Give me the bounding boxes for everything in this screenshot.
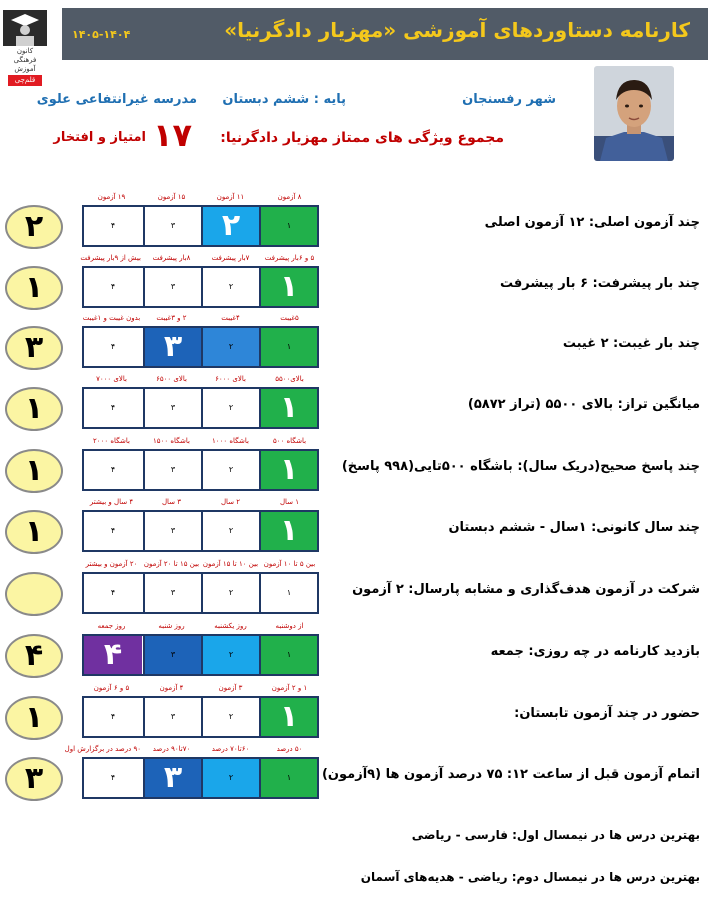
level-cell: ۳: [143, 512, 201, 550]
level-cell: ۲: [201, 451, 259, 489]
level-label: بین ۱۰ تا ۱۵ آزمون: [202, 560, 259, 568]
features-count: ۱۷: [153, 116, 193, 154]
graduate-icon: [3, 10, 47, 46]
level-cell: ۴: [84, 636, 142, 674]
score-circle: ۱: [5, 449, 63, 493]
level-cell: ۳: [143, 207, 201, 245]
level-cell: ۱: [259, 759, 317, 797]
level-labels: [82, 437, 320, 447]
level-cell: ۴: [110, 403, 116, 412]
level-label: ۹۰ درصد در برگزارش اول: [64, 745, 141, 753]
level-labels: [82, 254, 320, 264]
level-label: ۱ و ۲ آزمون: [271, 684, 308, 692]
level-cell: ۳: [143, 451, 201, 489]
logo-text-1: کانون: [16, 47, 34, 55]
question-text: اتمام آزمون قبل از ساعت ۱۲: ۷۵ درصد آزمون ها (۹آزمون): [321, 767, 700, 782]
level-label: روز یکشنبه: [214, 622, 247, 630]
level-label: ۲ سال: [220, 498, 241, 506]
question-text: بازدید کارنامه در چه روزی: جمعه: [490, 644, 700, 659]
question-text: چند بار غیبت: ۲ غیبت: [562, 336, 700, 351]
level-cell: ۲: [201, 574, 259, 612]
level-cell: ۳: [143, 328, 201, 366]
question-text: میانگین تراز: بالای ۵۵۰۰ (تراز ۵۸۷۲): [467, 397, 700, 412]
level-labels: [82, 622, 320, 632]
level-labels: [82, 193, 320, 203]
level-cell: ۲: [201, 207, 259, 245]
level-cell: ۴: [110, 342, 116, 351]
level-cell: ۱: [259, 328, 317, 366]
academic-years: ۱۴۰۵-۱۴۰۴: [72, 28, 131, 41]
level-cell: ۲: [201, 389, 259, 427]
level-labels: [82, 314, 320, 324]
level-label: ۱۱ آزمون: [216, 193, 245, 201]
features-unit: امتیاز و افتخار: [53, 130, 146, 145]
level-grid: [82, 387, 319, 429]
level-cell: ۳: [143, 574, 201, 612]
question-text: حضور در چند آزمون تابستان:: [514, 706, 700, 721]
level-cell: ۳: [143, 698, 201, 736]
features-label: مجموع ویژگی های ممتاز مهزیار دادگرنیا:: [220, 130, 504, 146]
level-label: بیش از ۹بار پیشرفت: [80, 254, 141, 262]
level-grid: [82, 572, 319, 614]
school-label: مدرسه غیرانتفاعی علوی: [36, 92, 197, 107]
level-label: بالای ۷۰۰۰: [96, 375, 127, 383]
score-circle: ۴: [5, 634, 63, 678]
level-cell: ۴: [110, 526, 116, 535]
level-cell: ۲: [201, 268, 259, 306]
level-label: باشگاه ۱۰۰۰: [212, 437, 249, 445]
question-text: چند آزمون اصلی: ۱۲ آزمون اصلی: [484, 215, 700, 230]
question-text: چند پاسخ صحیح(دریک سال): باشگاه ۵۰۰تایی(۹۹۸ پاسخ): [341, 459, 700, 474]
best-subjects-semester-1: بهترین درس ها در نیمسال اول: فارسی - ریاضی: [411, 828, 700, 842]
student-photo: [594, 66, 674, 161]
level-label: ۱۹ آزمون: [97, 193, 126, 201]
level-cell: ۱: [259, 574, 317, 612]
score-circle: ۱: [5, 266, 63, 310]
level-cell: ۴: [110, 773, 116, 782]
question-text: چند سال کانونی: ۱سال - ششم دبستان: [448, 520, 700, 535]
level-labels: [82, 498, 320, 508]
level-labels: [64, 745, 320, 755]
level-label: بالای ۶۰۰۰: [215, 375, 246, 383]
level-label: ۸بار پیشرفت: [152, 254, 191, 262]
level-grid: [82, 696, 319, 738]
score-circle: ۱: [5, 510, 63, 554]
level-label: ۶۰تا۷۰ درصد: [211, 745, 250, 753]
level-label: ۳ آزمون: [218, 684, 243, 692]
level-cell: ۲: [201, 636, 259, 674]
level-label: ۸ آزمون: [277, 193, 302, 201]
level-cell: ۱: [259, 636, 317, 674]
best-subjects-semester-2: بهترین درس ها در نیمسال دوم: ریاضی - هدیه‌های آسمان: [360, 870, 700, 884]
level-label: بدون غیبت و ۱غیبت: [82, 314, 141, 322]
level-label: ۲ و ۳غیبت: [156, 314, 187, 322]
level-cell: ۱: [259, 512, 317, 550]
level-grid: [82, 266, 319, 308]
question-text: شرکت در آزمون هدف‌گذاری و مشابه پارسال: ۲ آزمون: [352, 582, 700, 597]
level-label: ۵ و ۶ آزمون: [93, 684, 130, 692]
level-cell: ۱: [259, 451, 317, 489]
level-label: ۴ آزمون: [159, 684, 184, 692]
level-label: از دوشنبه: [275, 622, 304, 630]
level-label: ۵غیبت: [280, 314, 299, 322]
score-circle: ۲: [5, 205, 63, 249]
score-circle: ۳: [5, 757, 63, 801]
level-cell: ۲: [201, 328, 259, 366]
level-label: بین ۱۵ تا ۲۰ آزمون: [143, 560, 200, 568]
level-label: ۷بار پیشرفت: [211, 254, 250, 262]
level-cell: ۴: [110, 588, 116, 597]
level-label: ۲۰ آزمون و بیشتر: [85, 560, 138, 568]
level-grid: [82, 510, 319, 552]
level-labels: [82, 560, 320, 570]
score-circle: ۱: [5, 387, 63, 431]
logo-text-2: فرهنگی: [13, 56, 37, 64]
level-cell: ۳: [143, 389, 201, 427]
level-label: روز شنبه: [158, 622, 185, 630]
level-label: ۵۰ درصد: [276, 745, 303, 753]
level-cell: ۱: [259, 207, 317, 245]
level-label: ۷۰تا۹۰ درصد: [152, 745, 191, 753]
level-label: باشگاه ۱۵۰۰: [153, 437, 190, 445]
level-cell: ۲: [201, 759, 259, 797]
grade-label: پایه : ششم دبستان: [222, 92, 346, 107]
level-grid: [82, 449, 319, 491]
student-portrait-icon: [594, 66, 674, 161]
level-cell: ۴: [110, 465, 116, 474]
report-title: کارنامه دستاوردهای آموزشی «مهزیار دادگرنیا»: [224, 18, 690, 42]
level-label: ۱۵ آزمون: [157, 193, 186, 201]
level-label: ۴ سال و بیشتر: [89, 498, 134, 506]
level-label: ۳ سال: [161, 498, 182, 506]
level-label: باشگاه ۲۰۰۰: [93, 437, 130, 445]
level-grid: [82, 205, 319, 247]
level-cell: ۳: [143, 268, 201, 306]
level-labels: [82, 375, 320, 385]
level-cell: ۴: [110, 282, 116, 291]
header-banner: [62, 8, 708, 60]
logo-tag: قلم‌چی: [8, 75, 42, 86]
level-label: بین ۵ تا ۱۰ آزمون: [263, 560, 316, 568]
level-label: باشگاه ۵۰۰: [272, 437, 307, 445]
logo-text-3: آموزش: [14, 65, 36, 73]
question-text: چند بار پیشرفت: ۶ بار پیشرفت: [499, 276, 700, 291]
level-labels: [82, 684, 320, 694]
level-label: ۱ سال: [279, 498, 300, 506]
score-circle: ۱: [5, 696, 63, 740]
level-grid: [82, 326, 319, 368]
level-label: روز جمعه: [97, 622, 126, 630]
city-label: شهر رفسنجان: [462, 92, 556, 107]
level-cell: ۴: [110, 221, 116, 230]
level-cell: ۳: [143, 636, 201, 674]
level-cell: ۱: [259, 268, 317, 306]
score-circle: ۳: [5, 326, 63, 370]
level-cell: ۲: [201, 512, 259, 550]
kanoon-logo: [3, 10, 47, 86]
level-cell: ۱: [259, 389, 317, 427]
level-cell: ۲: [201, 698, 259, 736]
level-label: ۴غیبت: [221, 314, 240, 322]
score-circle: [5, 572, 63, 616]
level-cell: ۱: [259, 698, 317, 736]
level-grid: [82, 634, 319, 676]
level-label: بالای ۶۵۰۰: [156, 375, 187, 383]
level-label: ۵ و ۶بار پیشرفت: [264, 254, 315, 262]
level-cell: ۴: [110, 712, 116, 721]
level-label: بالای۵۵۰۰: [275, 375, 304, 383]
level-grid: [82, 757, 319, 799]
level-cell: ۳: [143, 759, 201, 797]
